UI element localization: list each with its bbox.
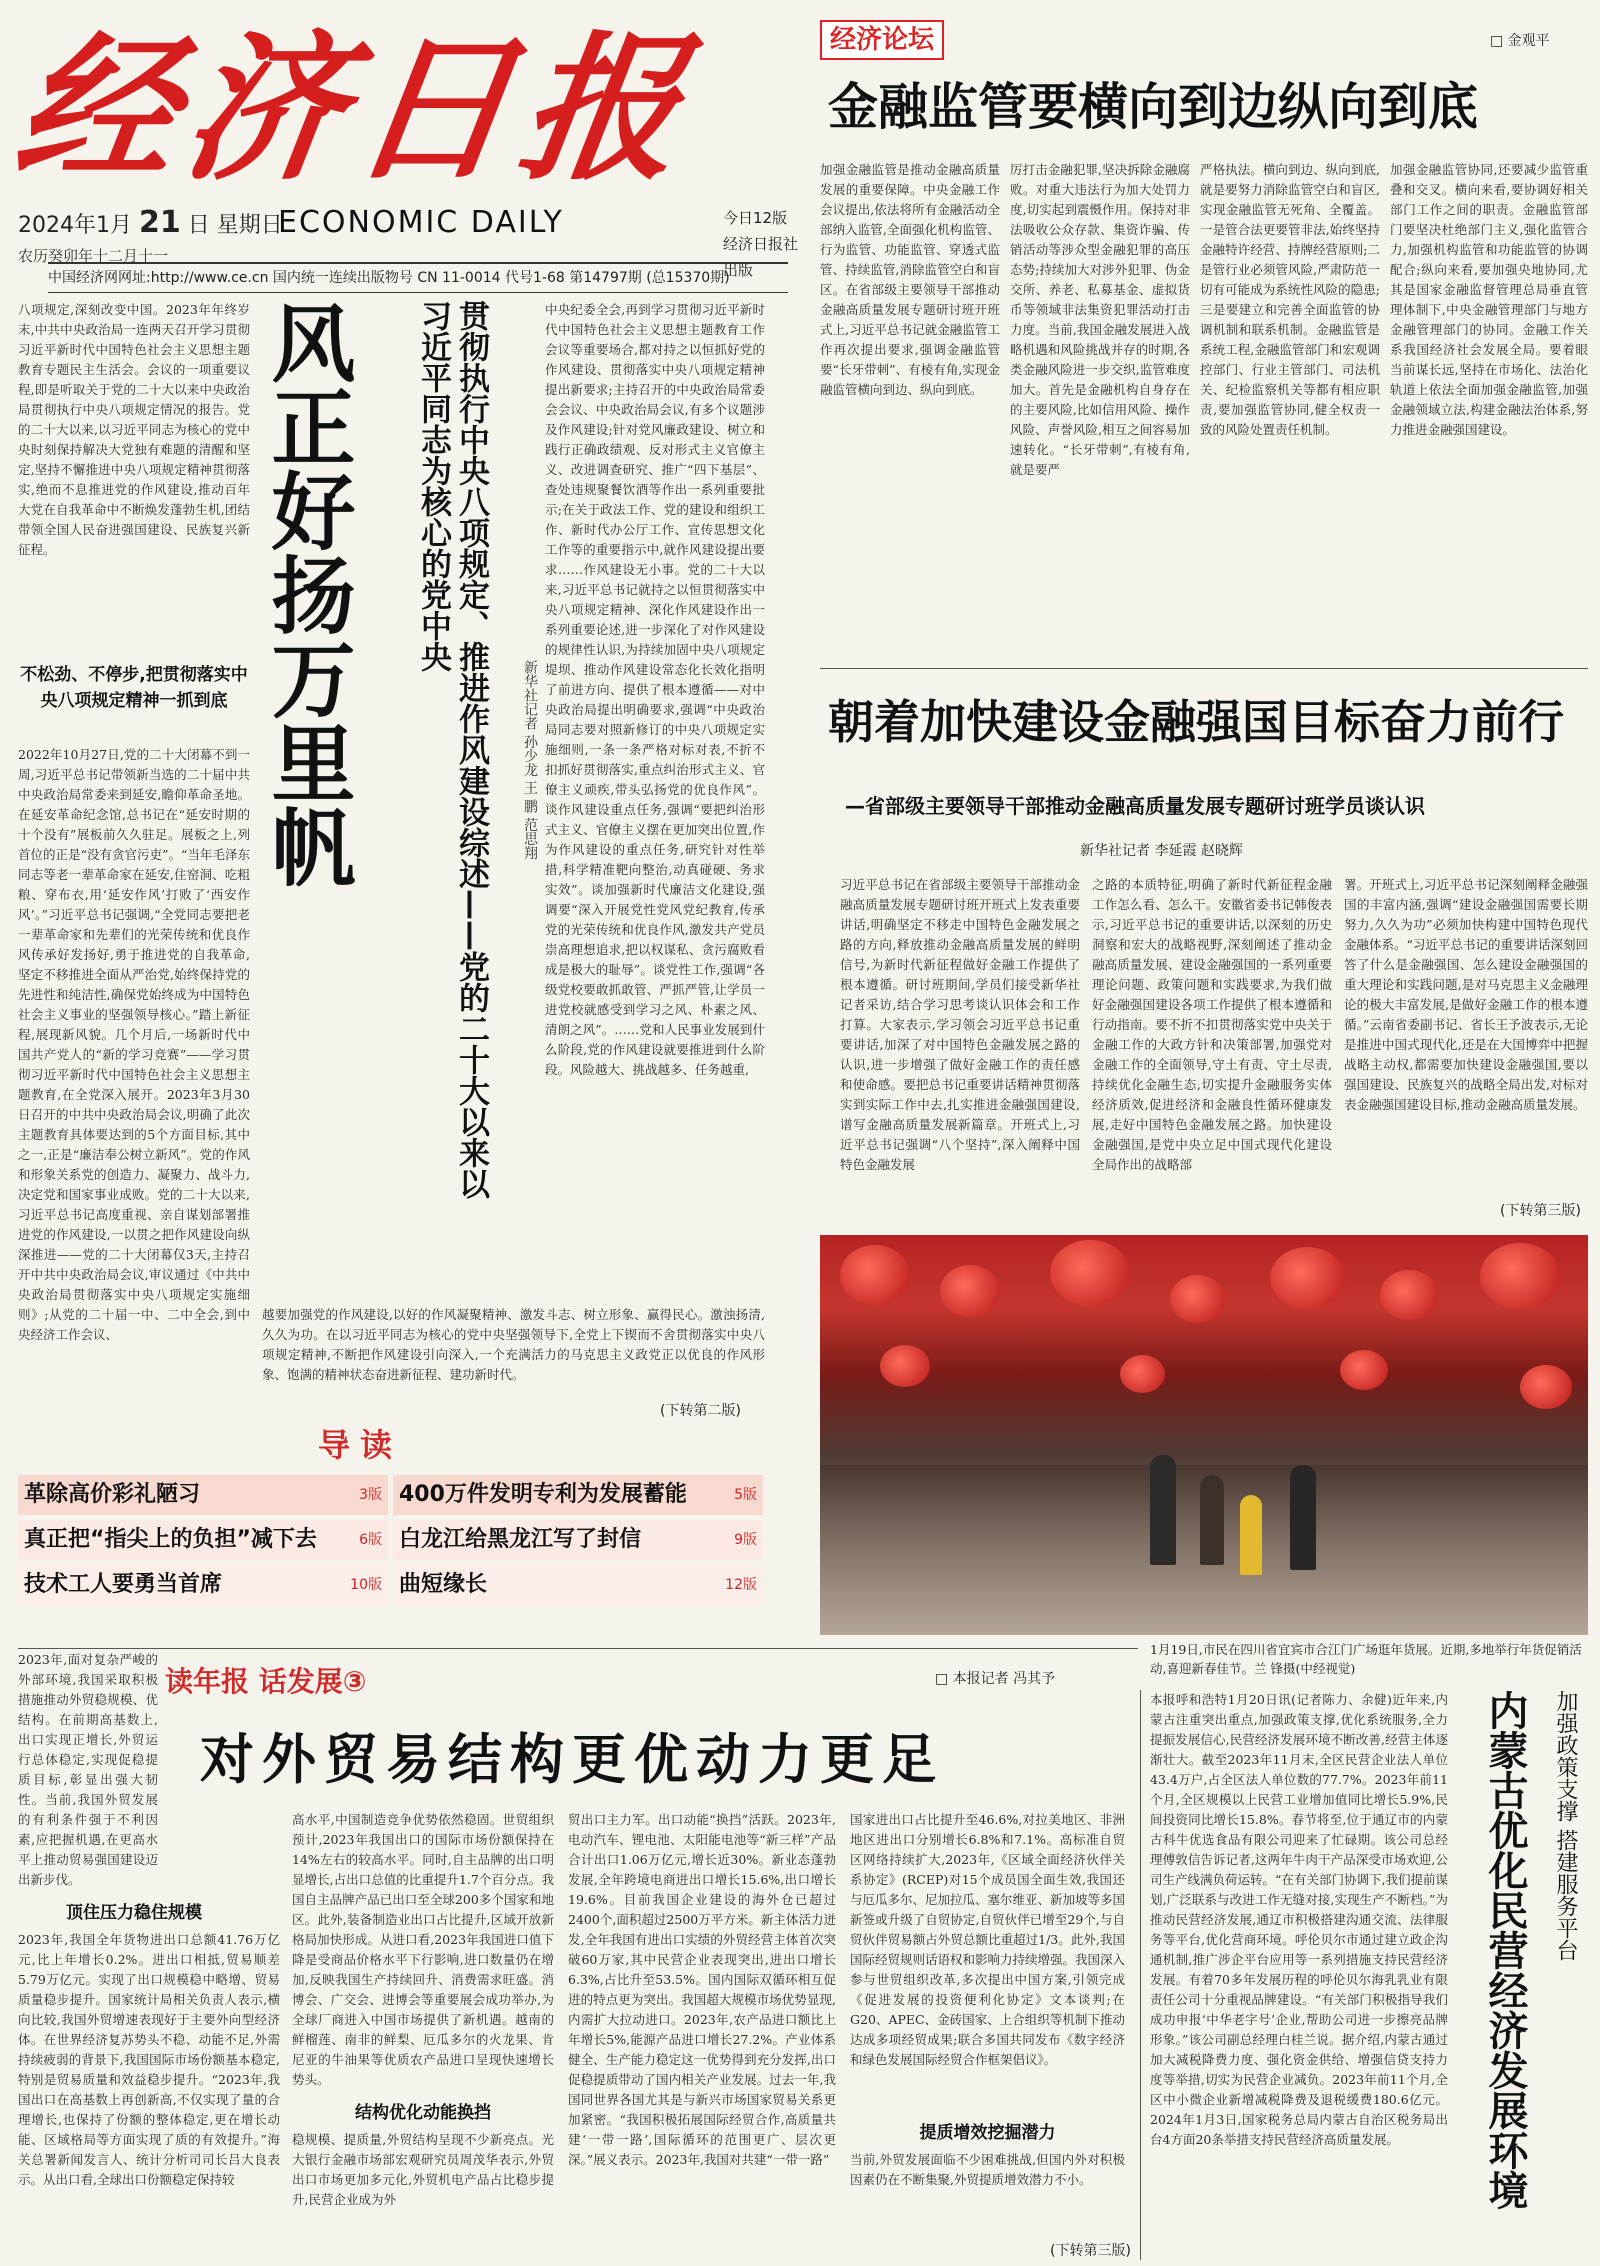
neimeng-headline: 内蒙古优化民营经济发展环境 xyxy=(1482,1690,1528,2210)
forum-col3: 严格执法。横向到边、纵向到底,就是要努力消除监管空白和盲区,实现金融监管无死角、全覆盖。一是管合法更要管非法,始终坚持金融特许经营、持牌经营原则;二是管行业必须管风险,严肃防范一切有可能成为系统性风险的隐患;三是要建立和完善全面监管的协调机制和联系机制。金融监管是系统工程,金融监管部门和宏观调控部门、行业主管部门、司法机关、纪检监察机关等都有相应职责,要加强监管协同,健全权责一致的风险处置责任机制。 xyxy=(1200,162,1380,437)
forum-col2: 厉打击金融犯罪,坚决拆除金融腐败。对重大违法行为加大处罚力度,切实起到震慑作用。保持对非法吸收公众存款、集资诈骗、传销活动等涉众型金融犯罪的高压态势;持续加大对涉外犯罪、伪金交所、养老、私募基金、虚拟货币等领域非法集资犯罪活动打击力度。当前,我国金融发展进入战略机遇和风险挑战并存的时期,各类金融风险进一步交织,监管难度加大。首先是金融机构自身存在的主要风险,比如信用风险、操作风险、声誉风险,相互之间容易加速转化。“长牙带刺”,有棱有角,就是要严 xyxy=(1010,162,1190,477)
english-title: ECONOMIC DAILY xyxy=(278,205,564,240)
series-tag: 读年报 话发展③ xyxy=(165,1665,367,1698)
feature-byline: 新华社记者 李延霞 赵晓辉 xyxy=(1080,843,1243,859)
guide-item[interactable]: 曲短缘长 12版 xyxy=(393,1565,763,1605)
lunar-date: 农历癸卯年十二月十一 xyxy=(18,247,169,265)
feature-subheadline: —省部级主要领导干部推动金融高质量发展专题研讨班学员谈认识 xyxy=(845,794,1425,818)
guide-item[interactable]: 革除高价彩礼陋习 3版 xyxy=(18,1475,388,1515)
trade-subhead-1: 顶住压力稳住规模 xyxy=(66,1903,202,1923)
forum-tag: 经济论坛 xyxy=(820,20,944,60)
trade-col4b: 当前,外贸发展面临不少困难挑战,但国内外对积极因素仍在不断集聚,外贸提质增效潜力不小。 xyxy=(850,2152,1125,2187)
publication-info-bar: 中国经济网网址:http://www.ce.cn 国内统一连续出版物号 CN 11-0014 代号1-68 第14797期 (总15370期) xyxy=(48,262,788,293)
trade-subhead-3: 提质增效挖掘潜力 xyxy=(919,2123,1056,2143)
forum-author: □ 金观平 xyxy=(1490,33,1550,49)
feature-col3: 署。开班式上,习近平总书记深刻阐释金融强国的丰富内涵,强调“建设金融强国需要长期努力,久久为功”必须加快构建中国特色现代金融体系。“习近平总书记的重要讲话深刻回答了什么是金融强国、怎么建设金融强国的重大理论和实践问题,是对马克思主义金融理论的极大丰富发展,是做好金融工作的根本遵循。”云南省委副书记、省长王予波表示,无论是推进中国式现代化,还是在大国博弈中把握战略主动权,都需要加快建设金融强国,要以强国建设、民族复兴的战略全局出发,对标对表金融强国建设目标,推动金融高质量发展。 xyxy=(1344,877,1588,1112)
feature-col2: 之路的本质特征,明确了新时代新征程金融工作怎么看、怎么干。安徽省委书记韩俊表示,习近平总书记的重要讲话,以深刻的历史洞察和宏大的战略视野,深刻阐述了推动金融高质量发展、建设金融强国的一系列重要理论问题、政策问题和实践要求,为我们做好金融强国建设各项工作提供了根本遵循和行动指南。要不折不扣贯彻落实党中央关于金融工作的大政方针和决策部署,加强党对金融工作的全面领导,守土有责、守土尽责,持续优化金融生态,切实提升金融服务实体经济质效,促进经济和金融良性循环健康发展,走好中国特色金融发展之路。加快建设金融强国,是党中央立足中国式现代化建设全局作出的战略部 xyxy=(1092,877,1332,1172)
news-photo xyxy=(820,1235,1588,1635)
guide-item[interactable]: 400万件发明专利为发展蓄能 5版 xyxy=(393,1475,763,1515)
lead-headline: 风正好扬万里帆 xyxy=(258,300,356,888)
guide-item[interactable]: 技术工人要勇当首席 10版 xyxy=(18,1565,388,1605)
feature-headline: 朝着加快建设金融强国目标奋力前行 xyxy=(828,695,1564,749)
lead-byline: 新华社记者 孙少龙 王 鹏 范思翔 xyxy=(522,660,538,860)
guide-title: 导读 xyxy=(318,1426,403,1464)
trade-col3: 贸出口主力军。出口动能“换挡”活跃。2023年,电动汽车、锂电池、太阳能电池等“新三样”产品合计出口1.06万亿元,增长近30%。新业态蓬勃发展,全年跨境电商进出口增长15.6%,出口增长19.6%。目前我国企业建设的海外仓已超过2400个,面积超过2500万平方米。新主体活力迸发,全年我国有进出口实绩的外贸经营主体首次突破60万家,其中民营企业表现突出,进出口增长6.3%,占比升至53.5%。国内国际双循环相互促进的特点更为突出。我国超大规模市场优势显现,内需扩大拉动进口。2023年,农产品进口额比上年增长5%,能源产品进口增长27.2%。产业体系健全、生产能力稳定这一优势得到充分发挥,出口促稳提质带动了国内相关产业发展。过去一年,我国同世界各国尤其是与新兴市场国家贸易关系更加紧密。“我国积极拓展国际经贸合作,高质量共建‘一带一路’,国际循环的范围更广、层次更深。”展义表示。2023年,我国对共建“一带一路” xyxy=(568,1812,836,2167)
trade-subhead-2: 结构优化动能换挡 xyxy=(355,2103,491,2123)
lead-col2-tail: 越要加强党的作风建设,以好的作风凝聚精神、激发斗志、树立形象、赢得民心。激浊扬清,久久为功。在以习近平同志为核心的党中央坚强领导下,全党上下锲而不舍贯彻落实中央八项规定精神,不断把作风建设引向深入,一个充满活力的马克思主义政党正以优良的作风形象、饱满的精神状态奋进新征程、建功新时代。 xyxy=(262,1307,765,1382)
neimeng-body: 本报呼和浩特1月20日讯(记者陈力、余健)近年来,内蒙古注重突出重点,加强政策支撑,优化系统服务,全力提振发展信心,民营经济发展环境不断改善,经营主体逐渐壮大。截至2023年11月末,全区民营企业法人单位43.4万户,占全区法人单位数的77.7%。2023年前11个月,全区规模以上民营工业增加值同比增长5.9%,民间投资同比增长15.8%。春节将至,位于通辽市的内蒙古科牛优选食品有限公司迎来了忙碌期。该公司总经理傅敦信告诉记者,这两年牛肉干产品深受市场欢迎,公司生产线满负荷运转。“在有关部门协调下,我们提前谋划,广泛联系与改进工作无缝对接,实现生产不断档。”为推动民营经济发展,通辽市积极搭建沟通交流、法律服务等平台,优化营商环境。呼伦贝尔市通过建立政企沟通机制,推广涉企平台应用等一系列措施支持民营经济发展。有着70多年发展历程的呼伦贝尔海乳乳业有限责任公司十分重视品牌建设。“有关部门积极指导我们成功申报‘中华老字号’企业,帮助公司进一步擦亮品牌形象。”该公司副总经理白桂兰说。据介绍,内蒙古通过加大减税降费力度、强化资金供给、增强信贷支持力度等举措,切实为民营企业减负。2023年前11个月,全区中小微企业新增减税降费及退税缓费180.6亿元。2024年1月3日,国家税务总局内蒙古自治区税务局出台4方面20条举措支持民营经济高质量发展。 xyxy=(1150,1692,1448,2147)
forum-headline: 金融监管要横向到边纵向到底 xyxy=(828,78,1478,136)
guide-item[interactable]: 真正把“指尖上的负担”减下去 6版 xyxy=(18,1520,388,1560)
feature-col1: 习近平总书记在省部级主要领导干部推动金融高质量发展专题研讨班开班式上发表重要讲话,明确坚定不移走中国特色金融发展之路的方向,释放推动金融高质量发展的鲜明信号,为新时代新征程做好金融工作提供了根本遵循。研讨班期间,学员们接受新华社记者采访,结合学习思考谈认识体会和工作打算。大家表示,学习领会习近平总书记重要讲话,加深了对中国特色金融发展之路的认识,进一步增强了做好金融工作的责任感和使命感。要把总书记重要讲话精神贯彻落实到实际工作中去,扎实推进金融强国建设,谱写金融高质量发展新篇章。开班式上,习近平总书记强调“八个坚持”,深入阐释中国特色金融发展 xyxy=(840,877,1080,1172)
trade-col4: 国家进出口占比提升至46.6%,对拉美地区、非洲地区进出口分别增长6.8%和7.1%。高标准自贸区网络持续扩大,2023年,《区域全面经济伙伴关系协定》(RCEP)对15个成员国全面生效,我国还与厄瓜多尔、尼加拉瓜、塞尔维亚、新加坡等多国新签或升级了自贸协定,自贸伙伴已增至29个,与自贸伙伴贸易额占外贸总额比重超过1/3。此外,我国国际经贸规则话语权和影响力持续增强。我国深入参与世贸组织改革,多次提出中国方案,引领完成《促进发展的投资便利化协定》文本谈判;在G20、APEC、金砖国家、上合组织等机制下推动达成多项经贸成果;联合多国共同发布《数字经济和绿色发展国际经贸合作框架倡议》。 xyxy=(850,1812,1126,2067)
trade-intro: 2023年,面对复杂严峻的外部环境,我国采取积极措施推动外贸稳规模、优结构。在前期高基数上,出口实现正增长,外贸运行总体稳定,实现促稳提质目标,彰显出强大韧性。当前,我国外贸发展的有利条件强于不利因素,应把握机遇,在更高水平上推动贸易强国建设迈出新步伐。 xyxy=(18,1652,158,1887)
neimeng-subheadline: 加强政策支撑 搭建服务平台 xyxy=(1553,1690,1578,1961)
lead-col1-a: 八项规定,深刻改变中国。2023年年终岁末,中共中央政治局一连两天召开学习贯彻习近平新时代中国特色社会主义思想主题教育专题民主生活会。会议的一项重要议程,即是听取关于党的二十大以来中央政治局贯彻执行中央八项规定情况的报告。党的二十大以来,以习近平同志为核心的党中央时刻保持解决大党独有难题的清醒和坚定,坚持不懈推进中央八项规定精神贯彻落实,绝而不息推进党的作风建设,推动百年大党在自我革命中不断焕发蓬勃生机,团结带领全国人民奋进强国建设、民族复兴新征程。 xyxy=(18,302,250,557)
issue-date: 2024年1月 21 日 星期日 xyxy=(18,205,283,240)
newspaper-logo: 经济日报 xyxy=(5,17,704,202)
guide-row xyxy=(18,1475,763,1515)
guide-row xyxy=(18,1565,763,1605)
trade-continued: (下转第三版) xyxy=(1050,2243,1131,2259)
guide-row xyxy=(18,1520,763,1560)
forum-col1: 加强金融监管是推动金融高质量发展的重要保障。中央金融工作会议提出,依法将所有金融活动全部纳入监管,全面强化机构监管、行为监管、功能监管、穿透式监管、持续监管,消除监管空白和盲区。在省部级主要领导干部推动金融高质量发展专题研讨班开班式上,习近平总书记就金融监管工作再次提出要求,强调金融监管要“长牙带刺”、有棱有角,实现金融监管横向到边、纵向到底。 xyxy=(820,162,1000,397)
forum-col4: 加强金融监管协同,还要减少监管重叠和交叉。横向来看,要协调好相关部门工作之间的职责。金融监管部门要坚决杜绝部门主义,强化监管合力,加强机构监管和功能监管的协调配合;纵向来看,要加强央地协同,尤其是国家金融监督管理总局垂直管理体制下,中央金融管理部门与地方金融管理部门的协同。金融工作关系我国经济社会发展全局。要着眼当前谋长远,坚持在市场化、法治化轨道上依法全面加强金融监管,加强金融领域立法,构建金融法治体系,努力推进金融强国建设。 xyxy=(1390,162,1588,437)
trade-col2: 高水平,中国制造竞争优势依然稳固。世贸组织预计,2023年我国出口的国际市场份额保持在14%左右的较高水平。同时,自主品牌的出口明显增长,占出口总值的比重提升1.7个百分点。我国自主品牌产品已出口至全球200多个国家和地区。此外,装备制造业出口占比提升,区域开放新格局加快形成。从进口看,2023年我国进口值下降是受商品价格水平下行影响,进口数量仍在增加,反映我国生产持续回升、消费需求旺盛。消博会、广交会、进博会等重要展会成功举办,为全球厂商进入中国市场提供了新机遇。越南的鲜榴莲、南非的鲜梨、厄瓜多尔的火龙果、肯尼亚的牛油果等优质农产品进口呈现快速增长势头。 xyxy=(292,1812,554,2087)
guide-box xyxy=(18,1420,763,1625)
lead-continued: (下转第二版) xyxy=(660,1403,741,1419)
feature-continued: (下转第三版) xyxy=(1500,1203,1581,1219)
guide-item[interactable]: 白龙江给黑龙江写了封信 9版 xyxy=(393,1520,763,1560)
lead-col2: 中央纪委全会,再到学习贯彻习近平新时代中国特色社会主义思想主题教育工作会议等重要场合,都对持之以恒抓好党的作风建设、贯彻落实中央八项规定精神提出新要求;主持召开的中央政治局常委会会议、中央政治局会议,有多个议题涉及作风建设;针对党风廉政建设、树立和践行正确政绩观、反对形式主义官僚主义、改进调查研究、推广“四下基层”、查处违规聚餐饮酒等作出一系列重要批示;在关于政法工作、党的建设和组织工作、新时代办公厅工作、宣传思想文化工作等的重要指示中,就作风建设提出要求……作风建设无小事。党的二十大以来,习近平总书记就持之以恒贯彻落实中央八项规定精神、深化作风建设作出一系列重要论述,进一步深化了对作风建设的规律性认识,为持续加固中央八项规定堤坝、推动作风建设常态化长效化指明了前进方向、提供了根本遵循——对中央政治局提出明确要求,强调“中央政治局同志要对照新修订的中央八项规定实施细则,一条一条严格对标对表,不折不扣抓好贯彻落实,重点纠治形式主义、官僚主义顽疾,带头弘扬党的优良作风”。谈作风建设重点任务,强调“要把纠治形式主义、官僚主义摆在更加突出位置,作为作风建设的重点任务,研究针对性举措,科学精准靶向整治,动真碰硬、务求实效”。谈加强新时代廉洁文化建设,强调要“深入开展党性党风党纪教育,传承党的光荣传统和优良作风,激发共产党员崇高理想追求,把以权谋私、贪污腐败看成是极大的耻辱”。谈党性工作,强调“各级党校要敢抓敢管、严抓严管,让学员一进党校就感受到学习之风、朴素之风、清朗之风”。……党和人民事业发展到什么阶段,党的作风建设就要推进到什么阶段。风险越大、挑战越多、任务越重, xyxy=(545,302,765,1077)
trade-headline: 对外贸易结构更优动力更足 xyxy=(200,1728,944,1791)
edition-info: 今日12版 经济日报社出版 xyxy=(723,209,799,279)
photo-caption: 1月19日,市民在四川省宜宾市合江门广场逛年货展。近期,多地举行年货促销活动,喜迎新春佳节。兰 锋摄(中经视觉) xyxy=(1150,1642,1582,1676)
lead-section-head: 不松劲、不停步,把贯彻落实中央八项规定精神一抓到底 xyxy=(20,665,248,711)
trade-author: □ 本报记者 冯其予 xyxy=(935,1671,1056,1687)
lead-subheadline: 贯彻执行中央八项规定、推进作风建设综述——党的二十大以来以习近平同志为核心的党中央 xyxy=(415,300,489,1199)
trade-col2b: 稳规模、提质量,外贸结构呈现不少新亮点。光大银行金融市场部宏观研究员周茂华表示,外贸出口市场更加多元化,外贸机电产品占比稳步提升,民营企业成为外 xyxy=(292,2132,554,2207)
trade-col1: 2023年,我国全年货物进出口总额41.76万亿元,比上年增长0.2%。进出口相抵,贸易顺差5.79万亿元。实现了出口规模稳中略增、贸易质量稳步提升。国家统计局相关负责人表示,横向比较,我国外贸增速表现好于主要外向型经济体。在世界经济复苏势头不稳、动能不足,外需持续疲弱的背景下,我国国际市场份额基本稳定,特别是贸易质量和效益稳步提升。“2023年,我国出口在高基数上再创新高,不仅实现了量的合理增长,也保持了份额的整体稳定,更在增长动能、区域格局等方面实现了质的有效提升。”海关总署新闻发言人、统计分析司司长吕大良表示。从出口看,全球出口份额稳定保持较 xyxy=(18,1932,280,2187)
lead-col1-b: 2022年10月27日,党的二十大闭幕不到一周,习近平总书记带领新当选的二十届中共中央政治局常委来到延安,瞻仰革命圣地。在延安革命纪念馆,总书记在“延安时期的十个没有”展板前久久驻足。展板之上,列首位的正是“没有贪官污吏”。“当年毛泽东同志等老一辈革命家在延安,住窑洞、吃粗粮、穿布衣,用‘延安作风’打败了‘西安作风’。”习近平总书记强调,“全党同志要把老一辈革命家和先辈们的光荣传统和优良作风传承好发扬好,勇于推进党的自我革命,坚定不移推进全面从严治党,始终保持党的先进性和纯洁性,确保党始终成为中国特色社会主义事业的坚强领导核心。”踏上新征程,展现新风貌。几个月后,一场新时代中国共产党人的“新的学习竞赛”——学习贯彻习近平新时代中国特色社会主义思想主题教育,在全党深入展开。2023年3月30日召开的中共中央政治局会议,明确了此次主题教育具体要达到的5个方面目标,其中之一,正是“廉洁奉公树立新风”。党的作风和形象关系党的创造力、凝聚力、战斗力,决定党和国家事业成败。党的二十大以来,习近平总书记高度重视、亲自谋划部署推进党的作风建设,一以贯之把作风建设向纵深推进——党的二十大闭幕仅3天,主持召开中共中央政治局会议,审议通过《中共中央政治局贯彻落实中央八项规定实施细则》;从党的二十届一中、二中全会,到中央经济工作会议、 xyxy=(18,747,250,1342)
